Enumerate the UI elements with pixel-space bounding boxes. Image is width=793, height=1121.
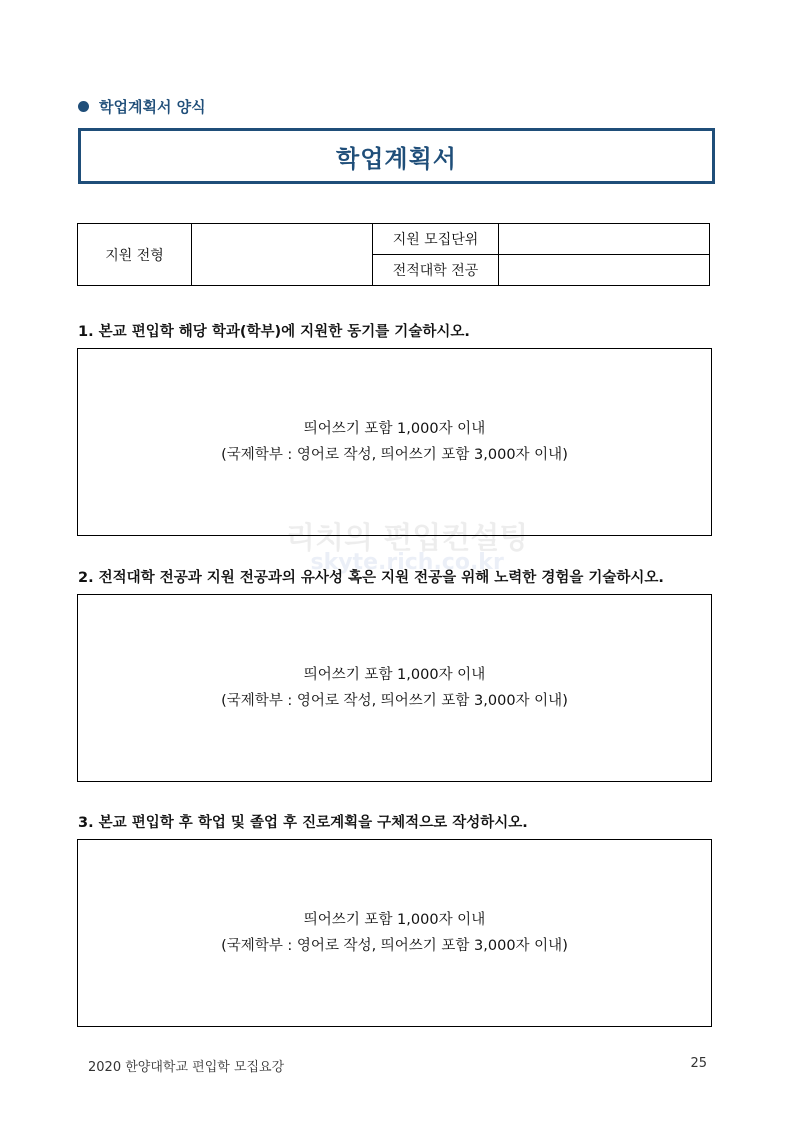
question-1: 1. 본교 편입학 해당 학과(학부)에 지원한 동기를 기술하시오.: [78, 324, 470, 340]
question-2: 2. 전적대학 전공과 지원 전공과의 유사성 혹은 지원 전공을 위해 노력한 경험을 기술하시오.: [78, 570, 664, 586]
answer-note: (국제학부 : 영어로 작성, 띄어쓰기 포함 3,000자 이내): [221, 938, 568, 954]
title-box: [78, 128, 715, 184]
bullet-icon: [78, 101, 89, 112]
section-heading: [78, 96, 206, 117]
application-type-label: 지원 전형: [78, 224, 192, 286]
answer-box-3[interactable]: [77, 839, 712, 1027]
answer-box-1[interactable]: [77, 348, 712, 536]
answer-note: (국제학부 : 영어로 작성, 띄어쓰기 포함 3,000자 이내): [221, 447, 568, 463]
answer-box-2[interactable]: [77, 594, 712, 782]
footer-title: 2020 한양대학교 편입학 모집요강: [88, 1060, 285, 1075]
application-type-value[interactable]: [192, 224, 373, 286]
previous-major-label: 전적대학 전공: [373, 255, 499, 286]
recruitment-unit-value[interactable]: [499, 224, 710, 255]
answer-limit: 띄어쓰기 포함 1,000자 이내: [303, 667, 486, 683]
watermark-text: 리치의 편입컨설팅: [286, 521, 529, 556]
question-3: 3. 본교 편입학 후 학업 및 졸업 후 진로계획을 구체적으로 작성하시오.: [78, 815, 528, 831]
page-title: 학업계획서: [336, 144, 457, 173]
previous-major-value[interactable]: [499, 255, 710, 286]
answer-note: (국제학부 : 영어로 작성, 띄어쓰기 포함 3,000자 이내): [221, 693, 568, 709]
answer-limit: 띄어쓰기 포함 1,000자 이내: [303, 421, 486, 437]
watermark-url: skyte.rich.co.kr: [310, 550, 504, 575]
page-number: 25: [690, 1056, 707, 1071]
recruitment-unit-label: 지원 모집단위: [373, 224, 499, 255]
application-info-table: [77, 223, 710, 286]
section-heading-label: 학업계획서 양식: [99, 98, 206, 116]
answer-limit: 띄어쓰기 포함 1,000자 이내: [303, 912, 486, 928]
